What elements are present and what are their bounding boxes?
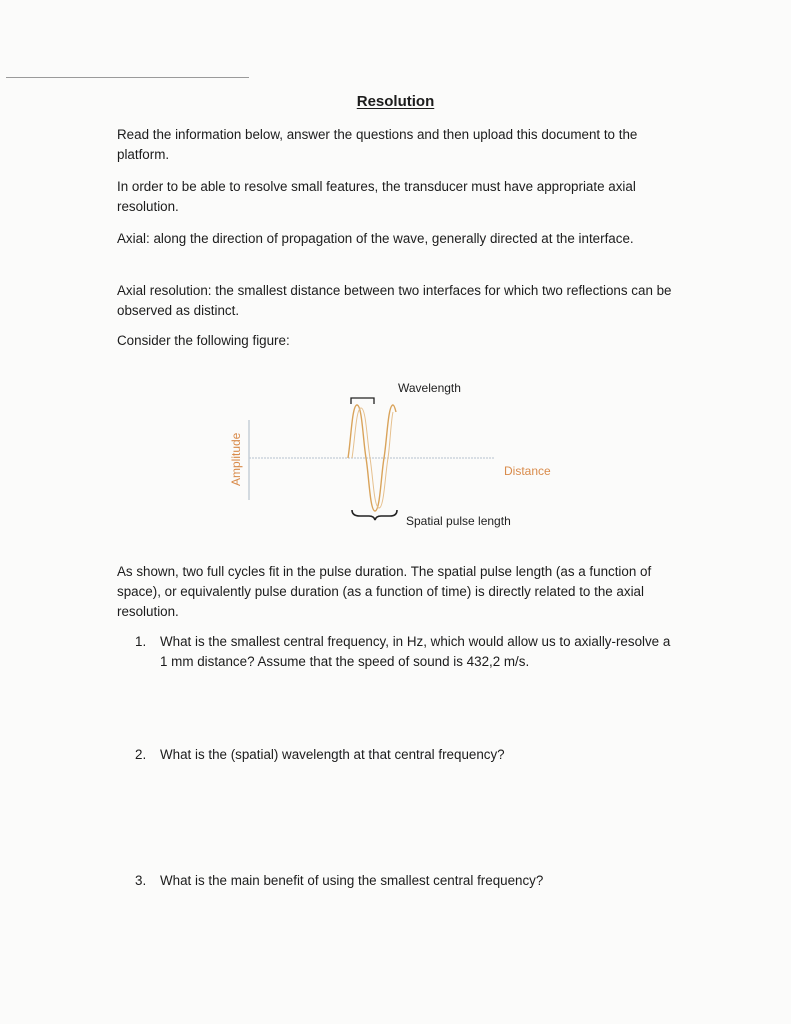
distance-label: Distance — [504, 464, 551, 478]
resolution-paragraph: In order to be able to resolve small features, the transducer must have appropriate axial resolution. — [117, 179, 636, 214]
header-rule — [6, 77, 249, 78]
axial-definition-paragraph: Axial: along the direction of propagation of the wave, generally directed at the interface. — [117, 231, 634, 246]
figure-intro-paragraph: Consider the following figure: — [117, 333, 290, 348]
intro-paragraph: Read the information below, answer the questions and then upload this document to the platform. — [117, 127, 638, 162]
wavelength-label: Wavelength — [398, 381, 461, 395]
pulse-wave-shadow — [352, 408, 393, 508]
question-3 — [135, 871, 675, 891]
spatial-pulse-brace — [352, 510, 397, 520]
amplitude-label: Amplitude — [229, 432, 243, 486]
wavelength-bracket — [351, 398, 374, 404]
question-1 — [135, 632, 675, 672]
question-number: 3. — [135, 873, 147, 888]
axial-resolution-paragraph: Axial resolution: the smallest distance between two interfaces for which two reflections can be observed as distinct. — [117, 283, 672, 318]
pulse-wave — [348, 405, 396, 511]
spatial-pulse-label: Spatial pulse length — [406, 514, 511, 528]
question-text: What is the smallest central frequency, in Hz, which would allow us to axially-resolve a 1 mm distance? Assume that the speed of sound is 432,2 m/s. — [160, 634, 671, 669]
question-text: What is the (spatial) wavelength at that central frequency? — [160, 747, 505, 762]
question-number: 1. — [135, 634, 147, 649]
question-number: 2. — [135, 747, 147, 762]
question-2 — [135, 745, 675, 765]
page-title: Resolution — [356, 93, 435, 110]
question-text: What is the main benefit of using the smallest central frequency? — [160, 873, 544, 888]
pulse-explanation-paragraph: As shown, two full cycles fit in the pulse duration. The spatial pulse length (as a function of space), or equivalently pulse duration (as a function of time) is directly related to the axial resolution. — [117, 564, 652, 619]
